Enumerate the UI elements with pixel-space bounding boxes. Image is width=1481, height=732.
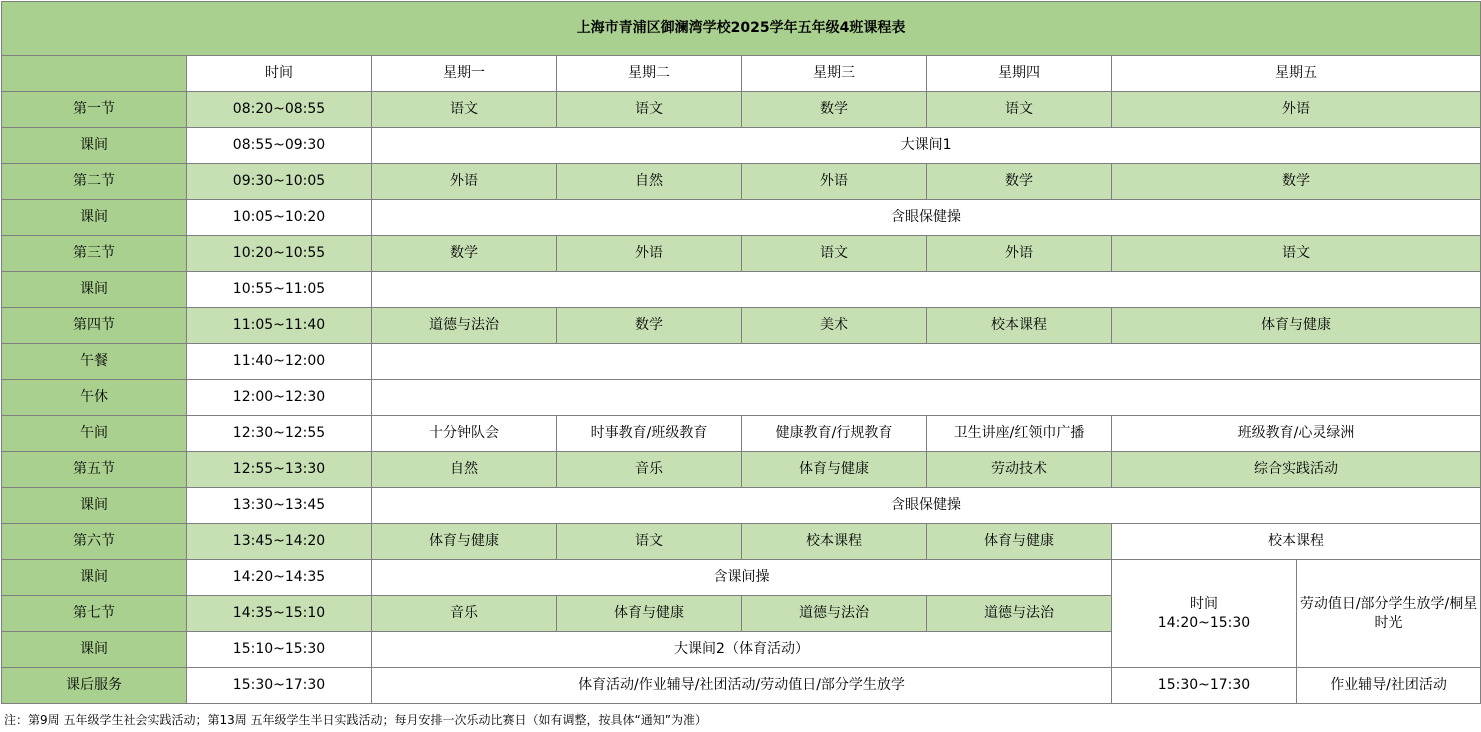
row-time: 08:55~09:30 (187, 128, 372, 164)
cell-thu: 道德与法治 (927, 596, 1112, 632)
row-label: 第二节 (2, 164, 187, 200)
header-row (2, 56, 1481, 92)
row-time: 09:30~10:05 (187, 164, 372, 200)
row-time: 10:20~10:55 (187, 236, 372, 272)
cell-mon: 数学 (372, 236, 557, 272)
row-break-6 (2, 560, 1481, 596)
row-label: 午休 (2, 380, 187, 416)
friday-time-range: 14:20~15:30 (1157, 614, 1251, 631)
row-label: 第三节 (2, 236, 187, 272)
cell-tue: 时事教育/班级教育 (557, 416, 742, 452)
row-time: 12:00~12:30 (187, 380, 372, 416)
cell-wed: 数学 (742, 92, 927, 128)
break-activity: 含眼保健操 (372, 200, 1481, 236)
cell-mon: 语文 (372, 92, 557, 128)
break-activity (372, 380, 1481, 416)
cell-thu: 数学 (927, 164, 1112, 200)
friday-after-time: 15:30~17:30 (1112, 668, 1297, 704)
cell-tue: 音乐 (557, 452, 742, 488)
row-time: 10:55~11:05 (187, 272, 372, 308)
cell-mon: 道德与法治 (372, 308, 557, 344)
friday-afternoon-activity: 劳动值日/部分学生放学/桐星时光 (1297, 560, 1481, 668)
row-time: 13:30~13:45 (187, 488, 372, 524)
row-break-5 (2, 488, 1481, 524)
friday-time-label: 时间 (1190, 595, 1218, 612)
after-school-activity: 体育活动/作业辅导/社团活动/劳动值日/部分学生放学 (372, 668, 1112, 704)
row-lunch (2, 344, 1481, 380)
cell-wed: 美术 (742, 308, 927, 344)
cell-wed: 语文 (742, 236, 927, 272)
row-label: 午间 (2, 416, 187, 452)
cell-mon: 十分钟队会 (372, 416, 557, 452)
row-period-6 (2, 524, 1481, 560)
cell-thu: 校本课程 (927, 308, 1112, 344)
timetable (1, 1, 1481, 704)
cell-tue: 语文 (557, 92, 742, 128)
footnote: 注：第9周 五年级学生社会实践活动；第13周 五年级学生半日实践活动；每月安排一次乐动比赛日（如有调整，按具体“通知”为准） (4, 713, 707, 727)
cell-tue: 外语 (557, 236, 742, 272)
header-time: 时间 (187, 56, 372, 92)
header-blank (2, 56, 187, 92)
cell-thu: 体育与健康 (927, 524, 1112, 560)
header-monday: 星期一 (372, 56, 557, 92)
row-label: 课间 (2, 272, 187, 308)
row-time: 08:20~08:55 (187, 92, 372, 128)
cell-wed: 校本课程 (742, 524, 927, 560)
header-tuesday: 星期二 (557, 56, 742, 92)
row-period-1 (2, 92, 1481, 128)
header-friday: 星期五 (1112, 56, 1481, 92)
cell-fri: 外语 (1112, 92, 1481, 128)
row-time: 14:35~15:10 (187, 596, 372, 632)
cell-mon: 外语 (372, 164, 557, 200)
cell-wed: 道德与法治 (742, 596, 927, 632)
cell-thu: 语文 (927, 92, 1112, 128)
row-break-2 (2, 200, 1481, 236)
cell-thu: 外语 (927, 236, 1112, 272)
page-title: 上海市青浦区御澜湾学校2025学年五年级4班课程表 (2, 2, 1481, 56)
cell-mon: 音乐 (372, 596, 557, 632)
row-noon (2, 416, 1481, 452)
row-period-4 (2, 308, 1481, 344)
cell-tue: 自然 (557, 164, 742, 200)
header-thursday: 星期四 (927, 56, 1112, 92)
cell-fri: 校本课程 (1112, 524, 1481, 560)
row-time: 15:10~15:30 (187, 632, 372, 668)
cell-wed: 体育与健康 (742, 452, 927, 488)
row-label: 第五节 (2, 452, 187, 488)
cell-thu: 卫生讲座/红领巾广播 (927, 416, 1112, 452)
row-time: 14:20~14:35 (187, 560, 372, 596)
row-label: 课间 (2, 128, 187, 164)
cell-mon: 体育与健康 (372, 524, 557, 560)
header-wednesday: 星期三 (742, 56, 927, 92)
row-after-school (2, 668, 1481, 704)
row-period-3 (2, 236, 1481, 272)
row-time: 15:30~17:30 (187, 668, 372, 704)
break-activity: 含课间操 (372, 560, 1112, 596)
cell-fri: 综合实践活动 (1112, 452, 1481, 488)
row-time: 13:45~14:20 (187, 524, 372, 560)
row-label: 课间 (2, 560, 187, 596)
friday-afternoon-time (1112, 560, 1297, 668)
row-label: 午餐 (2, 344, 187, 380)
cell-tue: 语文 (557, 524, 742, 560)
cell-mon: 自然 (372, 452, 557, 488)
cell-thu: 劳动技术 (927, 452, 1112, 488)
row-period-2 (2, 164, 1481, 200)
break-activity: 大课间2（体育活动） (372, 632, 1112, 668)
row-label: 第七节 (2, 596, 187, 632)
break-activity (372, 344, 1481, 380)
row-time: 10:05~10:20 (187, 200, 372, 236)
row-break-1 (2, 128, 1481, 164)
row-time: 12:30~12:55 (187, 416, 372, 452)
row-time: 11:40~12:00 (187, 344, 372, 380)
row-label: 课间 (2, 632, 187, 668)
cell-tue: 体育与健康 (557, 596, 742, 632)
row-nap (2, 380, 1481, 416)
row-time: 11:05~11:40 (187, 308, 372, 344)
row-label: 第四节 (2, 308, 187, 344)
row-label: 课间 (2, 200, 187, 236)
row-label: 第一节 (2, 92, 187, 128)
row-break-3 (2, 272, 1481, 308)
cell-tue: 数学 (557, 308, 742, 344)
cell-fri: 语文 (1112, 236, 1481, 272)
break-activity: 大课间1 (372, 128, 1481, 164)
friday-after-activity: 作业辅导/社团活动 (1297, 668, 1481, 704)
row-period-5 (2, 452, 1481, 488)
break-activity (372, 272, 1481, 308)
row-label: 课间 (2, 488, 187, 524)
cell-wed: 健康教育/行规教育 (742, 416, 927, 452)
row-time: 12:55~13:30 (187, 452, 372, 488)
row-label: 课后服务 (2, 668, 187, 704)
break-activity: 含眼保健操 (372, 488, 1481, 524)
cell-fri: 班级教育/心灵绿洲 (1112, 416, 1481, 452)
row-label: 第六节 (2, 524, 187, 560)
cell-wed: 外语 (742, 164, 927, 200)
cell-fri: 数学 (1112, 164, 1481, 200)
cell-fri: 体育与健康 (1112, 308, 1481, 344)
